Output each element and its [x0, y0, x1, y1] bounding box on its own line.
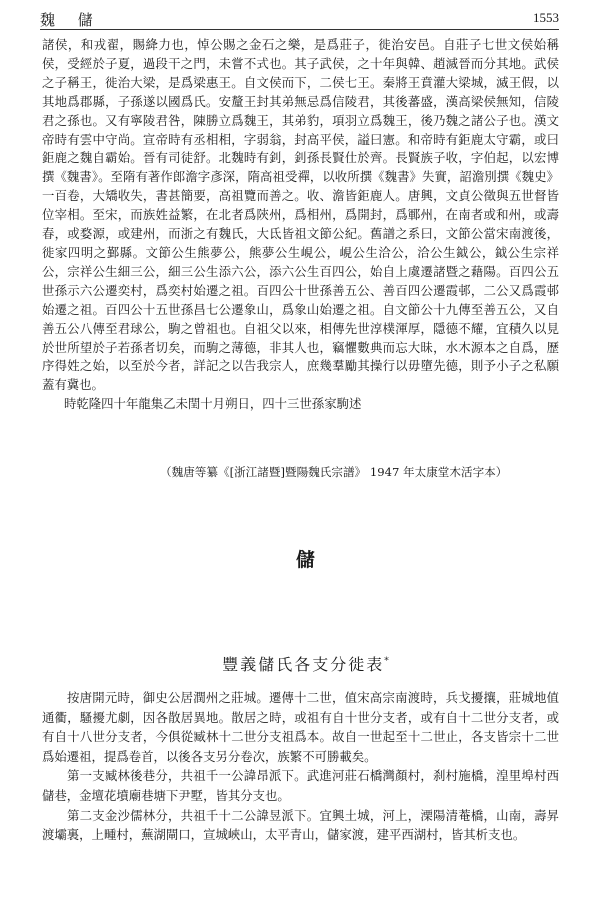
subsection-title: 豐義儲氏各支分徙表 — [222, 655, 385, 674]
page-number: 1553 — [533, 10, 559, 25]
body-paragraph: 按唐開元時，御史公居潤州之莊城。遷傳十二世，值宋高宗南渡時，兵戈擾攘，莊城地值通衢，騷擾尤劇，因各散居異地。散居之時，或祖有自十世分支者，或有自十二世分支者，或有自十八世分支者，今俱從臧林十二世分支祖爲本。故自一世起至十二世止，各支皆宗十二世爲始遷祖，提爲卷首，以後各支另分卷次，族繁不可勝載矣。 — [42, 690, 559, 764]
running-head-title: 魏 儲 — [40, 11, 102, 29]
running-header — [40, 7, 559, 30]
preface-body — [42, 36, 559, 414]
migration-body — [42, 688, 559, 845]
body-paragraph: 第一支臧林後巷分，共祖千一公諱昂派下。武進河莊石橋灣顏村，刹村施橋，湟里埠村西儲巷，金壇花墳廟巷塘下尹墅，皆其分支也。 — [42, 768, 559, 803]
preface-paragraph: 諸侯，和戎翟，賜絳力也，悼公賜之金石之樂，是爲莊子，徙治安邑。自莊子七世文侯始稱侯，受經於子夏，過段干之門，未嘗不式也。其子武侯，之十年與韓、趙滅晉而分其地。武侯之子稱王，徙治大梁，是爲梁惠王。自文侯而下，二侯七王。秦將王賁灌大梁城，滅王假，以其地爲郡縣，子孫遂以國爲氏。安釐王封其弟無忌爲信陵君，其後蕃盛，漢高梁侯無知，信陵君之孫也。又有寧陵君咎，陳勝立爲魏王，其弟豹，項羽立爲魏王，後乃魏之諸公子也。漢文帝時有雲中守尚。宣帝時有丞相相，字弱翁，封高平侯，謚曰憲。和帝時有鉅鹿太守霸，或曰鉅鹿之魏自霸始。晉有司徒舒。北魏時有釗，釗孫長賢仕於齊。長賢族子收，字伯起，以宏博撰《魏書》。至隋有著作郎澹字彥深，隋高祖受禪，以收所撰《魏書》失實，詔澹別撰《魏史》一百卷，大矯收失，書甚簡要，高祖覽而善之。收、澹皆鉅鹿人。唐興，文貞公徵與五世督皆位宰相。至宋，而族姓益繁，在北者爲陝州，爲相州，爲開封，爲鄆州，在南者或和州，或壽春，或婺源，或建州，而浙之有魏氏，大氐皆祖文節公紀。舊譜之系曰，文節公當宋南渡後，徙家四明之鄞縣。文節公生熊夢公，熊夢公生峴公，峴公生洽公，洽公生鉞公，鉞公生宗祥公，宗祥公生細三公，細三公生添六公，添六公生百四公，始自上虞遷諸暨之藉陽。百四公五世孫示六公遷奕村，爲奕村始遷之祖。百四公十世孫善五公、善百四公遷霞邨，二公又爲霞邨始遷之祖。百四公十五世孫昌七公遷象山，爲象山始遷之祖。自文節公十九傳至善五公，又自善五公八傳至君球公，駒之曾祖也。自祖父以來，相傳先世淳樸渾厚，隱德不耀，宜積久以見於世所望於子若孫者切矣，而駒之薄德，非其人也，竊懼數典而忘大昧，水木源本之自爲，歷序得姓之始，以至於今者，詳記之以告我宗人，庶幾羣勵其操行以毋墮先德，則予小子之私願蓋有冀也。 — [42, 37, 559, 393]
body-paragraph: 第二支金沙儒林分，共祖千十二公諱昱派下。宜興土城，河上，溧陽清菴橋，山南，壽昇渡壩裏，上畽村，蕪湖閘口，宣城峽山，太平青山，儲家渡，建平西湖村，皆其析支也。 — [42, 807, 559, 843]
section-title: 儲 — [295, 549, 315, 571]
footnote-mark: * — [384, 656, 389, 667]
subsection-title-block — [0, 652, 611, 675]
source-citation: （魏唐等纂《[浙江諸暨]暨陽魏氏宗譜》 1947 年太康堂木活字本） — [160, 465, 508, 479]
preface-dateline: 時乾隆四十年龍集乙未閏十月朔日，四十三世孫家駒述 — [64, 396, 362, 412]
